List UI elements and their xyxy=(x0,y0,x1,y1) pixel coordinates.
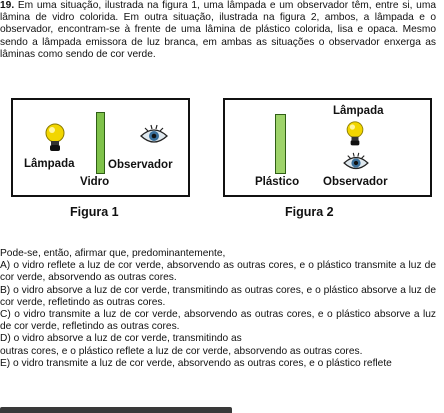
option-d[interactable]: D) o vidro absorve a luz de cor verde, transmitindo as xyxy=(0,333,242,345)
fig1-observer-label: Observador xyxy=(108,159,173,171)
fig2-plastic-label: Plástico xyxy=(255,176,300,188)
eye-icon xyxy=(342,152,370,174)
fig2-lamp-label: Lâmpada xyxy=(333,105,384,117)
question-body: Em uma situação, ilustrada na figura 1, uma lâmpada e um observador têm, entre si, uma lâmina de vidro colorida. Em outra situação, ilustrada na figura 2, ambos, a lâmpada e o observador, encontram-se à frente de uma lâmina de plástico colorida, lisa e opaca. Mesmo sendo a lâmpada emissora de luz branca, em ambas as situações o observador enxerga as lâminas como sendo de cor verde. xyxy=(0,0,436,60)
option-d-continued: outras cores, e o plástico reflete a luz de cor verde, absorvendo as outras cores. xyxy=(0,345,363,357)
answer-options xyxy=(0,248,436,370)
question-number: 19. xyxy=(0,0,15,11)
eye-icon xyxy=(139,124,169,148)
option-a[interactable]: A) o vidro reflete a luz de cor verde, absorvendo as outras cores, e o plástico transmite a luz de cor verde, absorvendo as outras cores. xyxy=(0,260,436,284)
fig2-observer-label: Observador xyxy=(323,176,388,188)
figure-1-panel xyxy=(11,98,190,197)
bottom-toolbar xyxy=(0,407,232,413)
figure-2-panel xyxy=(223,98,432,197)
plastic-sheet xyxy=(275,114,286,174)
figure-1-caption: Figura 1 xyxy=(70,205,119,219)
option-b[interactable]: B) o vidro absorve a luz de cor verde, transmitindo as outras cores, e o plástico absorve a luz de cor verde, refletindo as outras cores. xyxy=(0,284,436,308)
glass-sheet xyxy=(96,112,105,174)
lightbulb-icon xyxy=(43,122,67,154)
option-c[interactable]: C) o vidro transmite a luz de cor verde, absorvendo as outras cores, e o plástico absorve a luz de cor verde, refletindo as outras cores. xyxy=(0,309,436,333)
figure-2-caption: Figura 2 xyxy=(285,205,334,219)
fig1-glass-label: Vidro xyxy=(80,176,110,188)
fig1-lamp-label: Lâmpada xyxy=(24,158,75,170)
lightbulb-icon xyxy=(344,120,366,148)
question-text xyxy=(0,0,436,61)
question-prompt: Pode-se, então, afirmar que, predominantemente, xyxy=(0,248,226,259)
option-e[interactable]: E) o vidro transmite a luz de cor verde, absorvendo as outras cores, e o plástico reflete xyxy=(0,357,392,369)
